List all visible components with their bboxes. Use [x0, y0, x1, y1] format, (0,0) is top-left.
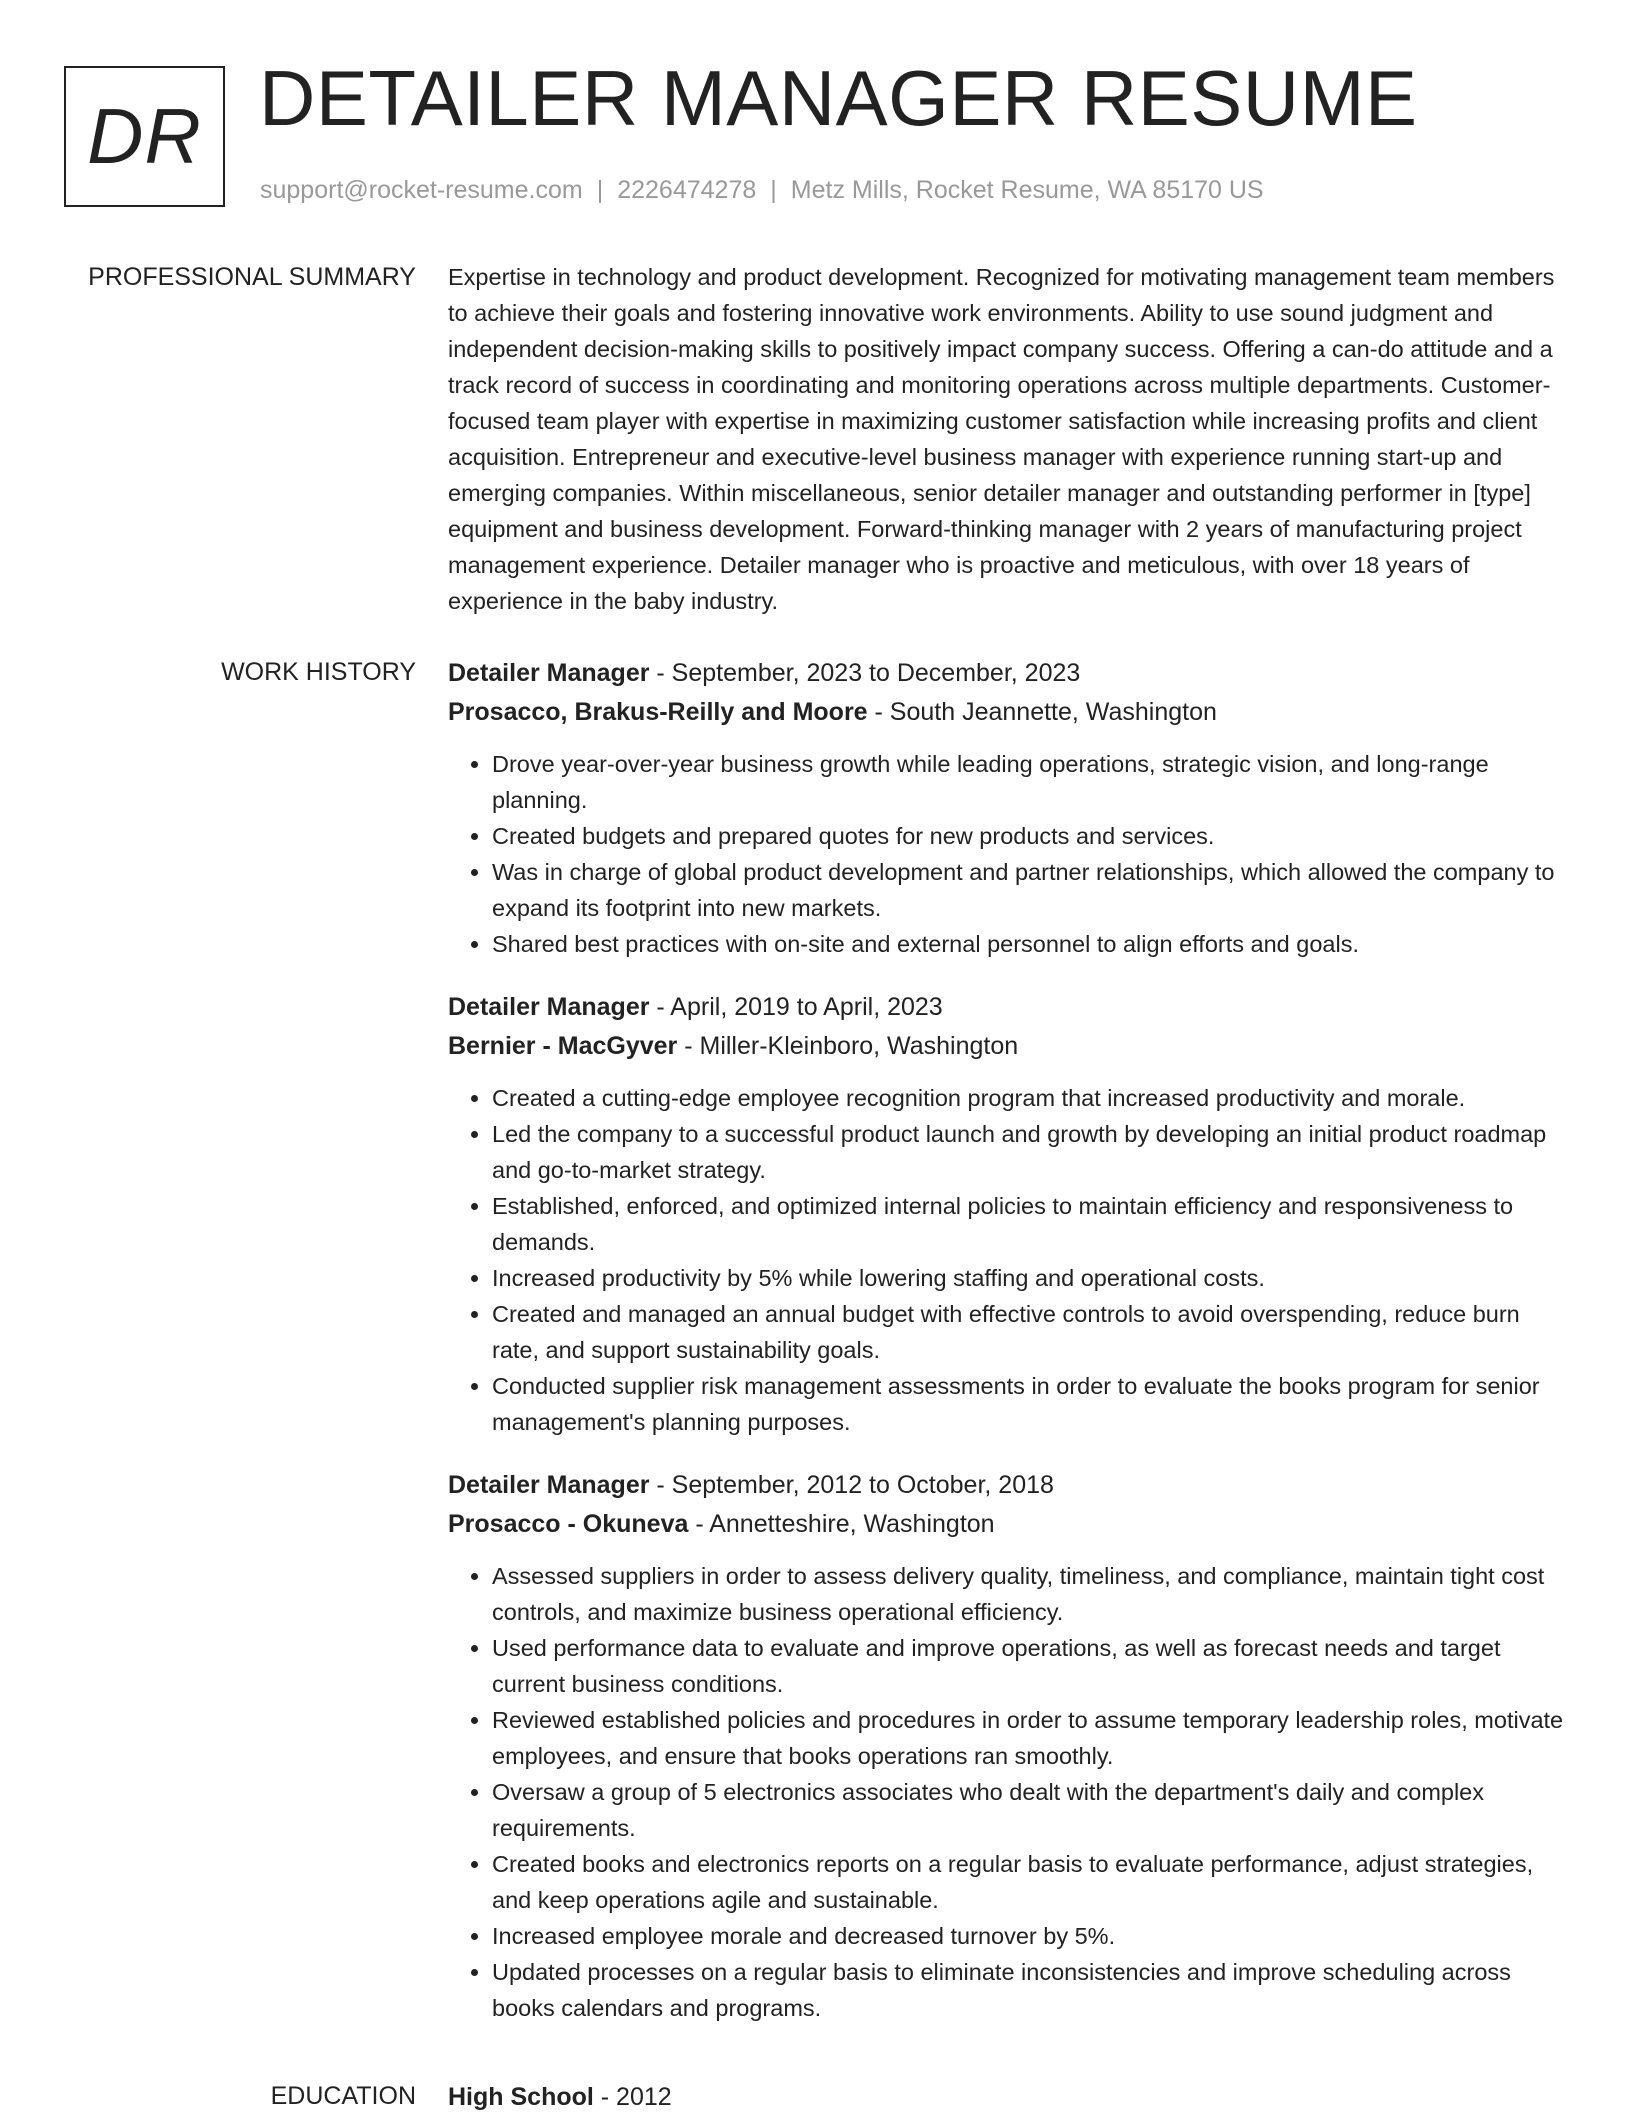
job-title: Detailer Manager	[448, 1471, 650, 1499]
resume-title: DETAILER MANAGER RESUME	[259, 54, 1418, 142]
contact-separator: |	[596, 176, 604, 204]
job-dates: - April, 2019 to April, 2023	[649, 993, 943, 1021]
job-bullet: • Updated processes on a regular basis to eliminate inconsistencies and improve scheduling across books calendars and programs.	[492, 1954, 1568, 2026]
summary-label: PROFESSIONAL SUMMARY	[88, 263, 416, 291]
job-bullet: • Created and managed an annual budget with effective controls to avoid overspending, reduce burn rate, and support sustainability goals.	[492, 1296, 1568, 1368]
job-bullet-list	[448, 746, 1568, 962]
monogram-badge	[64, 66, 225, 207]
contact-line	[260, 176, 1264, 205]
job-location: - South Jeannette, Washington	[867, 698, 1217, 726]
contact-email: support@rocket-resume.com	[260, 176, 583, 204]
job-bullet: • Created books and electronics reports on a regular basis to evaluate performance, adjust strategies, and keep operations agile and sustainable.	[492, 1846, 1568, 1918]
job-bullet: • Reviewed established policies and procedures in order to assume temporary leadership roles, motivate employees, and ensure that books operations ran smoothly.	[492, 1702, 1568, 1774]
job-title-line	[448, 988, 1568, 1027]
job-company: Bernier - MacGyver	[448, 1032, 678, 1060]
education-year: - 2012	[593, 2083, 672, 2111]
job-location: - Annetteshire, Washington	[688, 1510, 995, 1538]
job-bullet: • Led the company to a successful product launch and growth by developing an initial product roadmap and go-to-market strategy.	[492, 1116, 1568, 1188]
education-degree: High School	[448, 2083, 594, 2111]
job-location: - Miller-Kleinboro, Washington	[677, 1032, 1019, 1060]
job-entry	[448, 654, 1568, 962]
job-company-line	[448, 1027, 1568, 1066]
work-history-body	[448, 654, 1568, 2052]
summary-text: Expertise in technology and product development. Recognized for motivating management team members to achieve their goals and fostering innovative work environments. Ability to use sound judgment and independent decision-making skills to positively impact company success. Offering a can-do attitude and a track record of success in coordinating and monitoring operations across multiple departments. Customer-focused team player with expertise in maximizing customer satisfaction while increasing profits and client acquisition. Entrepreneur and executive-level business manager with experience running start-up and emerging companies. Within miscellaneous, senior detailer manager and outstanding performer in [type] equipment and business development. Forward-thinking manager with 2 years of manufacturing project management experience. Detailer manager who is proactive and meticulous, with over 18 years of experience in the baby industry.	[448, 264, 1555, 614]
job-bullet: • Was in charge of global product development and partner relationships, which allowed the company to expand its footprint into new markets.	[492, 854, 1568, 926]
monogram-initials: DR	[87, 92, 202, 180]
job-company: Prosacco - Okuneva	[448, 1510, 689, 1538]
work-history-label: WORK HISTORY	[221, 658, 416, 686]
job-bullet: • Created a cutting-edge employee recognition program that increased productivity and morale.	[492, 1080, 1568, 1116]
contact-address: Metz Mills, Rocket Resume, WA 85170 US	[790, 176, 1264, 204]
job-company: Prosacco, Brakus-Reilly and Moore	[448, 698, 868, 726]
job-bullet: • Drove year-over-year business growth while leading operations, strategic vision, and long-range planning.	[492, 746, 1568, 818]
job-dates: - September, 2023 to December, 2023	[649, 659, 1081, 687]
education-label: EDUCATION	[270, 2082, 416, 2110]
job-title: Detailer Manager	[448, 993, 650, 1021]
contact-separator: |	[770, 176, 777, 204]
contact-phone: 2226474278	[617, 176, 757, 204]
job-company-line	[448, 1505, 1568, 1544]
job-entry	[448, 988, 1568, 1440]
job-bullet: • Increased employee morale and decreased turnover by 5%.	[492, 1918, 1568, 1954]
education-entry	[448, 2078, 1568, 2117]
education-body	[448, 2078, 1568, 2117]
job-bullet: • Established, enforced, and optimized internal policies to maintain efficiency and responsiveness to demands.	[492, 1188, 1568, 1260]
job-bullet-list	[448, 1558, 1568, 2026]
job-title-line	[448, 654, 1568, 693]
job-entry	[448, 1466, 1568, 2026]
job-bullet: • Assessed suppliers in order to assess delivery quality, timeliness, and compliance, maintain tight cost controls, and maximize business operational efficiency.	[492, 1558, 1568, 1630]
job-title: Detailer Manager	[448, 659, 650, 687]
job-bullet: • Used performance data to evaluate and improve operations, as well as forecast needs and target current business conditions.	[492, 1630, 1568, 1702]
job-bullet: • Oversaw a group of 5 electronics associates who dealt with the department's daily and complex requirements.	[492, 1774, 1568, 1846]
job-bullet: • Shared best practices with on-site and external personnel to align efforts and goals.	[492, 926, 1568, 962]
job-bullet: • Increased productivity by 5% while lowering staffing and operational costs.	[492, 1260, 1568, 1296]
job-bullet-list	[448, 1080, 1568, 1440]
job-dates: - September, 2012 to October, 2018	[649, 1471, 1054, 1499]
job-company-line	[448, 693, 1568, 732]
job-bullet: • Conducted supplier risk management assessments in order to evaluate the books program for senior management's planning purposes.	[492, 1368, 1568, 1440]
summary-body	[448, 259, 1568, 619]
job-bullet: • Created budgets and prepared quotes for new products and services.	[492, 818, 1568, 854]
job-title-line	[448, 1466, 1568, 1505]
